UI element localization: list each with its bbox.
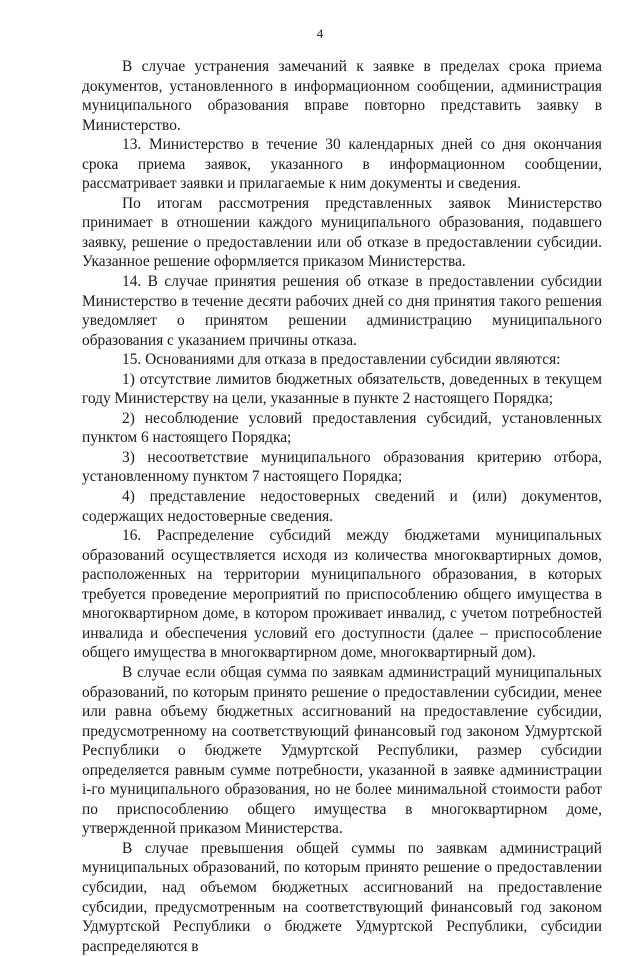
paragraph-clause-16: 16. Распределение субсидий между бюджетами муниципальных образований осуществляется исходя из количества многоквартирных домов, расположенных на территории муниципального образования, в которых требуется проведение мероприятий по приспособлению общего имущества в многоквартирном доме, в котором проживает инвалид, с учетом потребностей инвалида и обеспечения условий его доступности (далее – приспособление общего имущества в многоквартирном доме, многоквартирный дом). [82,527,602,662]
paragraph-review-results: По итогам рассмотрения представленных заявок Министерство принимает в отношении каждого муниципального образования, подавшего заявку, решение о предоставлении или об отказе в предоставлении субсидии. Указанное решение оформляется приказом Министерства. [82,194,602,271]
page-number: 4 [316,26,324,41]
paragraph-clause-13: 13. Министерство в течение 30 календарных дней со дня окончания срока приема заявок, указанного в информационном сообщении, рассматривает заявки и прилагаемые к ним документы и сведения. [82,136,602,193]
paragraph-sum-exceeds-budget: В случае превышения общей суммы по заявкам администраций муниципальных образований, по которым принято решение о предоставлении субсидии, над объемом бюджетных ассигнований на предоставление субсидии, предусмотренным на соответствующий финансовый год законом Удмуртской Республики о бюджете Удмуртской Республики, субсидии распределяются в [82,839,602,955]
paragraph-sum-within-budget: В случае если общая сумма по заявкам администраций муниципальных образований, по которым принято решение о предоставлении субсидии, менее или равна объему бюджетных ассигнований на предоставление субсидии, предусмотренному на соответствующий финансовый год законом Удмуртской Республики о бюджете Удмуртской Республики, размер субсидии определяется равным сумме потребности, указанной в заявке администрации i-го муниципального образования, но не более минимальной стоимости работ по приспособлению общего имущества в многоквартирном доме, утвержденной приказом Министерства. [82,663,602,838]
body-text [82,57,602,956]
list-item-refusal-4: 4) представление недостоверных сведений и (или) документов, содержащих недостоверные сведения. [82,488,602,525]
paragraph-clause-15: 15. Основаниями для отказа в предоставлении субсидии являются: [122,351,561,369]
paragraph-clause-14: 14. В случае принятия решения об отказе в предоставлении субсидии Министерство в течение десяти рабочих дней со дня принятия такого решения уведомляет о принятом решении администрацию муниципального образования с указанием причины отказа. [82,273,602,349]
list-item-refusal-1: 1) отсутствие лимитов бюджетных обязательств, доведенных в текущем году Министерству на цели, указанные в пункте 2 настоящего Порядка; [82,370,602,408]
paragraph-resubmission: В случае устранения замечаний к заявке в пределах срока приема документов, установленного в информационном сообщении, администрация муниципального образования вправе повторно представить заявку в Министерство. [82,58,602,134]
list-item-refusal-3: 3) несоответствие муниципального образования критерию отбора, установленному пунктом 7 настоящего Порядка; [82,448,602,486]
list-item-refusal-2: 2) несоблюдение условий предоставления субсидий, установленных пунктом 6 настоящего Порядка; [82,409,602,447]
